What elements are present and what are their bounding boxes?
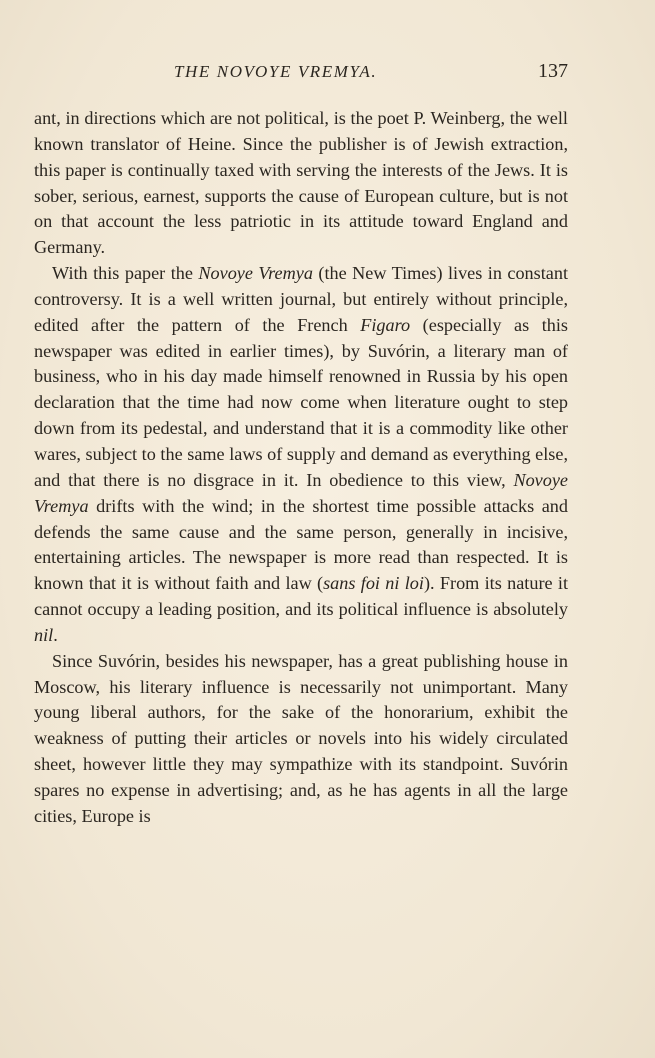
text-run: With this paper the [52, 263, 199, 284]
text-run: (especially as this newspaper was edited in earlier times), by Suvórin, a literary man of business, who in his day made himself renowned in Russia by his open declaration that the time had now come when literature ought to step down from its pedestal, and understand that it is a commodity like other wares, subject to the same laws of supply and demand as everything else, and that there is no disgrace in it. In obedience to this view, [34, 314, 569, 490]
text-run: Since Suvórin, besides his newspaper, has a great publishing house in Moscow, his literary influence is necessarily not unimportant. Many young liberal authors, for the sake of the honorarium, exhibit the weakness of putting their articles or novels into his widely circulated sheet, however little they may sympathize with its standpoint. Suvórin spares no expense in advertising; and, as he has agents in all the large cities, Europe is [34, 650, 568, 826]
page-number: 137 [538, 60, 568, 82]
text-run: ant, in directions which are not political, is the poet P. Weinberg, the well known translator of Heine. Since the publisher is of Jewish extraction, this paper is continually taxed with serving the interests of the Jews. It is sober, serious, earnest, supports the cause of European culture, but is not on that account the less patriotic in its attitude toward England and Germany. [34, 108, 568, 258]
text-run: (the New Times) lives in constant controversy. It is a well written journal, but entirely without principle, edited after the pattern of the French [34, 263, 568, 335]
italic-word: nil [34, 624, 54, 645]
italic-phrase: sans foi ni loi [323, 573, 424, 594]
paragraph [34, 106, 568, 261]
paragraph [34, 261, 568, 649]
paragraph [34, 649, 568, 830]
text-run: . [53, 624, 58, 645]
italic-title: Novoye Vremya [34, 469, 568, 516]
text-run: ). From its nature it cannot occupy a leading position, and its political influence is absolutely [34, 573, 569, 620]
italic-title: Figaro [360, 314, 411, 335]
italic-title: Novoye Vremya [198, 263, 313, 284]
body-text [34, 106, 568, 830]
running-title: THE NOVOYE VREMYA. [174, 62, 378, 81]
page-header [34, 60, 568, 86]
text-run: drifts with the wind; in the shortest time possible attacks and defends the same cause and the same person, generally in incisive, entertaining articles. The newspaper is more read than respected. It is known that it is without faith and law ( [34, 495, 568, 594]
